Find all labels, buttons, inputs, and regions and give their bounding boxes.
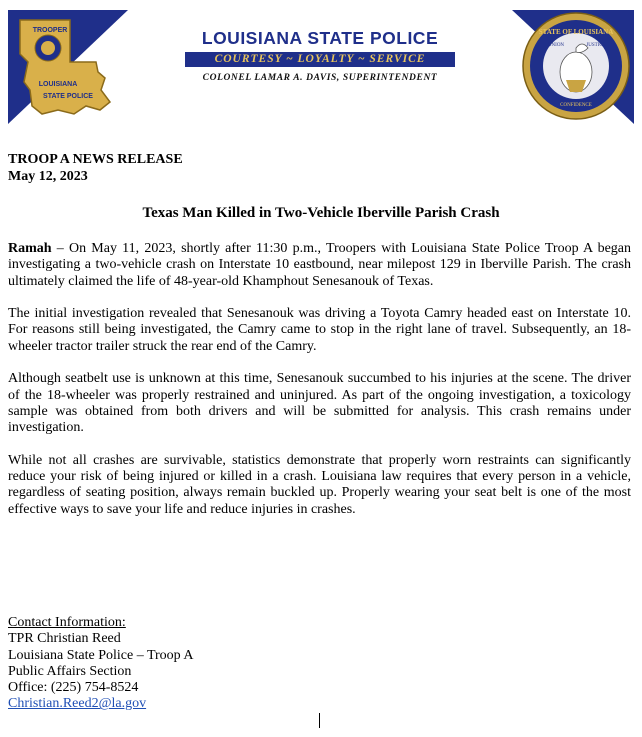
seal-text-justice: JUSTICE — [586, 43, 606, 48]
article-body — [8, 241, 631, 534]
paragraph-1 — [8, 241, 631, 290]
paragraph-1-text: – On May 11, 2023, shortly after 11:30 p.m., Troopers with Louisiana State Police Troop A began investigating a two-vehicle crash on Interstate 10 eastbound, near milepost 129 in Iberville Parish. The crash ultimately claimed the life of 48-year-old Khamphout Senesanouk of Texas. — [8, 241, 631, 289]
trooper-badge-logo — [8, 10, 128, 124]
badge-text-trooper: TROOPER — [32, 27, 68, 34]
paragraph-2: The initial investigation revealed that Senesanouk was driving a Toyota Camry headed east on Interstate 10. For reasons still being investigated, the Camry came to stop in the right lane of travel. Subsequently, an 18-wheeler tractor trailer struck the rear end of the Camry. — [8, 306, 631, 354]
contact-block — [8, 615, 194, 713]
agency-name: LOUISIANA STATE POLICE — [201, 28, 439, 48]
contact-heading: Contact Information: — [8, 615, 126, 630]
troop-release-line: TROOP A NEWS RELEASE — [8, 152, 183, 167]
motto-bar: COURTESY ~ LOYALTY ~ SERVICE — [185, 52, 455, 67]
badge-text-louisiana: LOUISIANA — [38, 81, 78, 88]
headline: Texas Man Killed in Two-Vehicle Iberville Parish Crash — [142, 205, 500, 221]
paragraph-4: While not all crashes are survivable, statistics demonstrate that properly worn restraints can significantly reduce your risk of being injured or killed in a crash. Louisiana law requires that every person in a vehicle, regardless of seating position, always remain buckled up. Properly wearing your seat belt is one of the most effective ways to save your life and reduce injuries in crashes. — [8, 452, 631, 517]
seal-text-confidence: CONFIDENCE — [560, 103, 592, 108]
dateline: Ramah — [8, 241, 52, 256]
text-cursor — [319, 713, 320, 728]
seal-text-union: UNION — [547, 43, 565, 48]
state-seal-logo — [512, 10, 634, 124]
contact-email-link[interactable]: Christian.Reed2@la.gov — [8, 696, 147, 712]
contact-office-phone: Office: (225) 754-8524 — [8, 680, 139, 696]
contact-org: Louisiana State Police – Troop A — [8, 647, 194, 663]
agency-masthead — [185, 28, 455, 84]
seal-text-state: STATE OF LOUISIANA — [538, 28, 614, 36]
badge-text-state-police: STATE POLICE — [43, 93, 93, 100]
paragraph-3: Although seatbelt use is unknown at this time, Senesanouk succumbed to his injuries at the scene. The driver of the 18-wheeler was properly restrained and uninjured. As part of the ongoing investigation, a toxicology sample was obtained from both drivers and will be submitted for analysis. This crash remains under investigation. — [8, 371, 631, 436]
letterhead — [0, 0, 642, 128]
release-date: May 12, 2023 — [8, 169, 88, 184]
superintendent-line: COLONEL LAMAR A. DAVIS, SUPERINTENDENT — [202, 73, 438, 83]
release-block — [8, 151, 183, 185]
contact-name: TPR Christian Reed — [8, 631, 121, 647]
contact-section: Public Affairs Section — [8, 663, 132, 679]
